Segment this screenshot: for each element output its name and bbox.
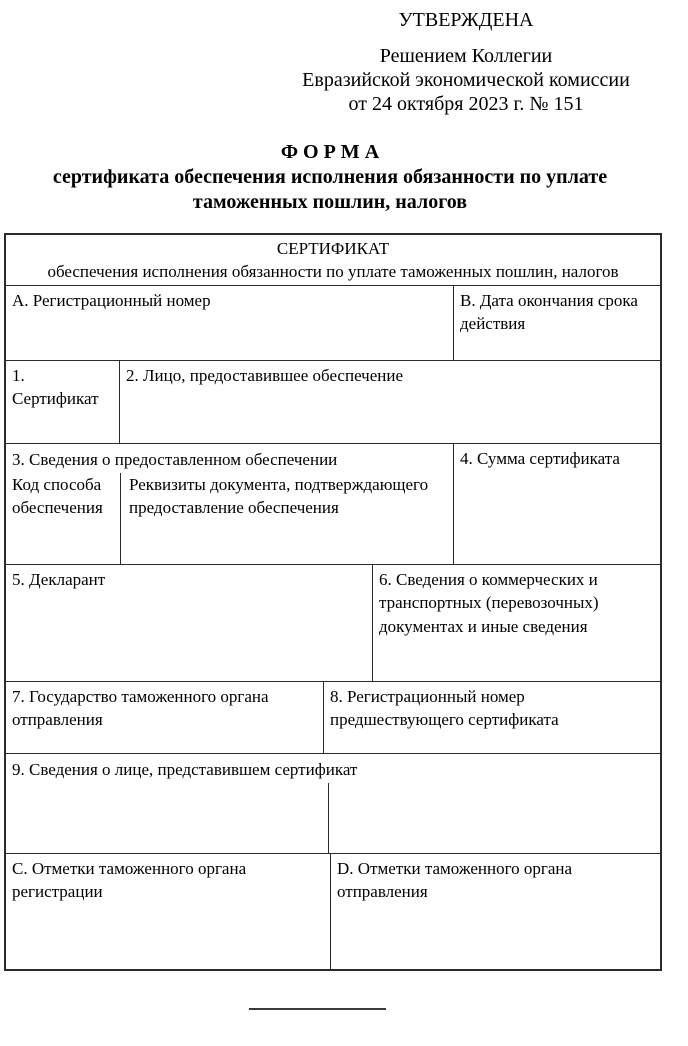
cell-3-security-method-code: Код способа обеспечения	[6, 473, 121, 564]
cell-5-declarant: 5. Декларант	[12, 570, 106, 589]
cell-1-certificate: 1. Сертификат	[12, 366, 99, 409]
cell-d-departure-customs-marks: D. Отметки таможенного органа отправления	[330, 854, 660, 969]
cell-3-subrow	[6, 473, 453, 564]
cell-3-document-details: Реквизиты документа, подтверждающего предоставление обеспечения	[129, 475, 429, 518]
cell-a-registration-number: A. Регистрационный номер	[12, 291, 211, 310]
row-7-8	[6, 681, 660, 753]
title-line2: сертификата обеспечения исполнения обязанности по уплате	[52, 166, 608, 188]
row-5-6	[6, 564, 660, 681]
title-line3: таможенных пошлин, налогов	[192, 191, 468, 213]
cell-2-security-provider: 2. Лицо, предоставившее обеспечение	[119, 361, 660, 443]
table-header-subtitle: обеспечения исполнения обязанности по уплате таможенных пошлин, налогов	[47, 262, 619, 282]
approval-by-line3: от 24 октября 2023 г. № 151	[348, 93, 584, 115]
approval-by-line1: Решением Коллегии	[379, 45, 553, 67]
row-1-2	[6, 360, 660, 443]
approval-by-block	[286, 44, 646, 116]
footer-separator-line	[249, 1008, 386, 1010]
row-9-right-empty	[329, 783, 660, 853]
table-header-row	[6, 235, 660, 285]
row-9-subrow	[6, 783, 660, 853]
cell-3-security-details	[6, 444, 453, 564]
row-9	[6, 753, 660, 853]
approval-block	[286, 0, 646, 116]
title-word-forma: Ф О Р М А	[280, 141, 380, 163]
row-a-b	[6, 285, 660, 360]
cell-6-transport-documents: 6. Сведения о коммерческих и транспортных (перевозочных) документах и иные сведения	[372, 565, 660, 681]
row-c-d	[6, 853, 660, 969]
cell-b-expiry-date: B. Дата окончания срока действия	[453, 286, 660, 360]
row-9-left-empty	[6, 783, 329, 853]
cell-c-registration-customs-marks: C. Отметки таможенного органа регистрации	[12, 859, 247, 902]
table-header-title: СЕРТИФИКАТ	[276, 239, 390, 258]
cell-7-departure-customs-state: 7. Государство таможенного органа отправления	[12, 687, 269, 730]
approval-by-line2: Евразийской экономической комиссии	[302, 69, 630, 91]
document-title	[0, 140, 660, 215]
cell-9-certificate-presenter: 9. Сведения о лице, представившем сертификат	[12, 760, 358, 779]
cell-3-heading: 3. Сведения о предоставленном обеспечении	[12, 450, 338, 469]
cell-8-previous-certificate-number: 8. Регистрационный номер предшествующего сертификата	[323, 682, 660, 753]
cell-4-certificate-amount: 4. Сумма сертификата	[453, 444, 660, 564]
approval-status: УТВЕРЖДЕНА	[398, 9, 534, 31]
certificate-form-table	[4, 233, 662, 971]
row-3-4	[6, 443, 660, 564]
